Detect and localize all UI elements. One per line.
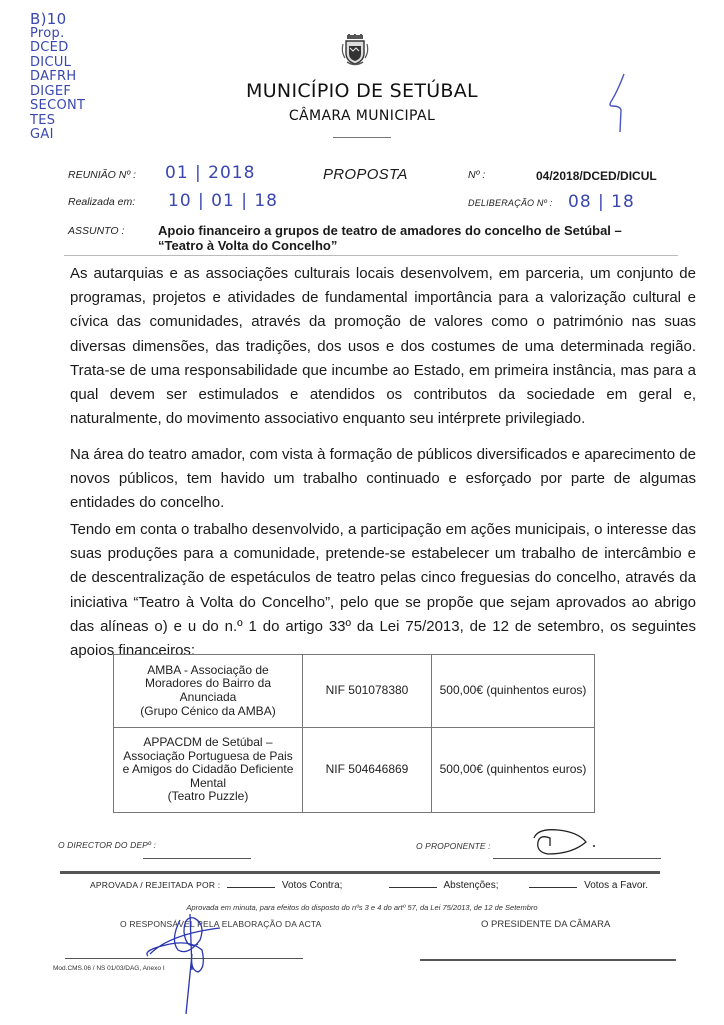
margin-note: DICUL [30,54,72,70]
body-paragraph-2: Na área do teatro amador, com vista à formação de públicos diversificados e aparecimento de novos públicos, tem havido um trabalho continuado e esforçado por parte de algumas entidades do concelho. [70,446,696,512]
margin-note: SECONT [30,98,86,113]
table-row [114,655,595,728]
form-code: Mod.CMS.06 / NS 01/03/DAG, Anexo I [53,965,165,972]
body-paragraph-1: As autarquias e as associações culturais locais desenvolvem, em parceria, um conjunto de programas, projetos e atividades de fundamental importância para a valorização cultural e cívica das comunidades, através da promoção de valores como o património nas suas diversas dimensões, das tradições, dos usos e dos costumes de uma determinada região. Trata-se de uma responsabilidade que incumbe ao Estado, em primeira instância, mas para a qual devem ser estimulados e atendidos os contributos da sociedade em geral e, naturalmente, do movimento associativo enquanto seu intérprete privilegiado. [70,265,696,428]
entity-line: Mental [189,775,227,790]
margin-note: Prop. [30,25,65,41]
assunto-label: ASSUNTO : [68,225,125,237]
amount-cell: 500,00€ (quinhentos euros) [432,655,595,728]
realizada-label: Realizada em: [68,196,136,208]
approval-por: POR : [196,880,221,890]
financial-support-table [113,654,595,813]
subject-line-2: “Teatro à Volta do Concelho” [158,238,338,253]
entity-line: AMBA - Associação de [147,662,269,677]
mayor-label: O PRESIDENTE DA CÂMARA [481,919,611,930]
municipality-subtitle: CÂMARA MUNICIPAL [288,108,436,124]
document-type: PROPOSTA [323,166,408,183]
margin-note: TES [30,112,56,128]
entity-line: (Teatro Puzzle) [167,789,249,804]
table-row [114,728,595,813]
coat-of-arms-icon [341,34,369,66]
numero-label: Nº : [468,169,486,181]
margin-note: B)10 [30,10,67,28]
header-divider [333,137,391,138]
entity-cell [114,728,303,813]
deliberacao-label: DELIBERAÇÃO Nº : [468,198,553,208]
minutes-responsible-label: O RESPONSÁVEL PELA ELABORAÇÃO DA ACTA [120,919,322,929]
entity-line: Anunciada [179,690,237,704]
nif-cell: NIF 504646869 [303,728,432,813]
entity-line: (Grupo Cénico da AMBA) [140,703,276,718]
body-paragraph-3: Tendo em conta o trabalho desenvolvido, a participação em ações municipais, o interesse das suas produções para a comunidade, pretende-se estabelecer um trabalho de intercâmbio e de descentralização de espetáculos de teatro pelas cinco freguesias do concelho, através da iniciativa “Teatro à Volta do Concelho”, pelo que se propõe que sejam aprovados ao abrigo das alíneas o) e u do n.º 1 do artigo 33º da Lei 75/2013, de 12 de setembro, os seguintes apoios financeiros: [70,521,696,660]
entity-line: Moradores do Bairro da [144,676,272,691]
nif-cell: NIF 501078380 [303,655,432,728]
director-label: O DIRECTOR DO DEPº : [58,840,156,850]
deliberation-number: 08 | 18 [568,192,635,212]
proponente-signature-icon [528,824,598,865]
margin-note: DCED [30,40,69,55]
vote-tally [90,880,648,891]
proponente-label: O PROPONENTE : [416,841,491,851]
amount-cell: 500,00€ (quinhentos euros) [432,728,595,813]
subject-text [158,223,678,253]
municipality-title: MUNICÍPIO DE SETÚBAL [246,80,478,102]
minute-approval-note: Aprovada em minuta, para efeitos do disposto do nºs 3 e 4 do artº 57, da Lei 75/2013, de 12 de Setembro [186,903,538,912]
entity-line: APPACDM de Setúbal – [143,735,273,750]
votes-against-field[interactable] [227,887,275,888]
votes-against-label: Votos Contra; [281,880,343,891]
votes-for-label: Votos a Favor. [584,880,649,891]
votes-for-field[interactable] [529,887,577,888]
abstentions-field[interactable] [389,887,437,888]
subject-line-1: Apoio financeiro a grupos de teatro de amadores do concelho de Setúbal – [158,223,622,238]
margin-note: DIGEF [30,83,72,99]
director-signature-line [143,858,251,859]
margin-note: DAFRH [30,69,77,84]
signature-section-divider [60,871,660,874]
entity-cell [114,655,303,728]
entity-line: e Amigos do Cidadão Deficiente [122,762,294,777]
margin-note: GAI [30,127,54,142]
handwritten-corner-mark [600,70,630,145]
mayor-signature-line [420,959,676,961]
reuniao-value: 01 | 2018 [165,163,256,183]
abstentions-label: Abstenções; [443,880,499,891]
subject-divider [64,255,678,256]
approval-label: APROVADA / REJEITADA [90,880,194,890]
reuniao-label: REUNIÃO Nº : [68,169,137,181]
proposal-number: 04/2018/DCED/DICUL [536,169,657,183]
entity-line: Associação Portuguesa de Pais [123,748,293,763]
meeting-date: 10 | 01 | 18 [168,191,278,211]
